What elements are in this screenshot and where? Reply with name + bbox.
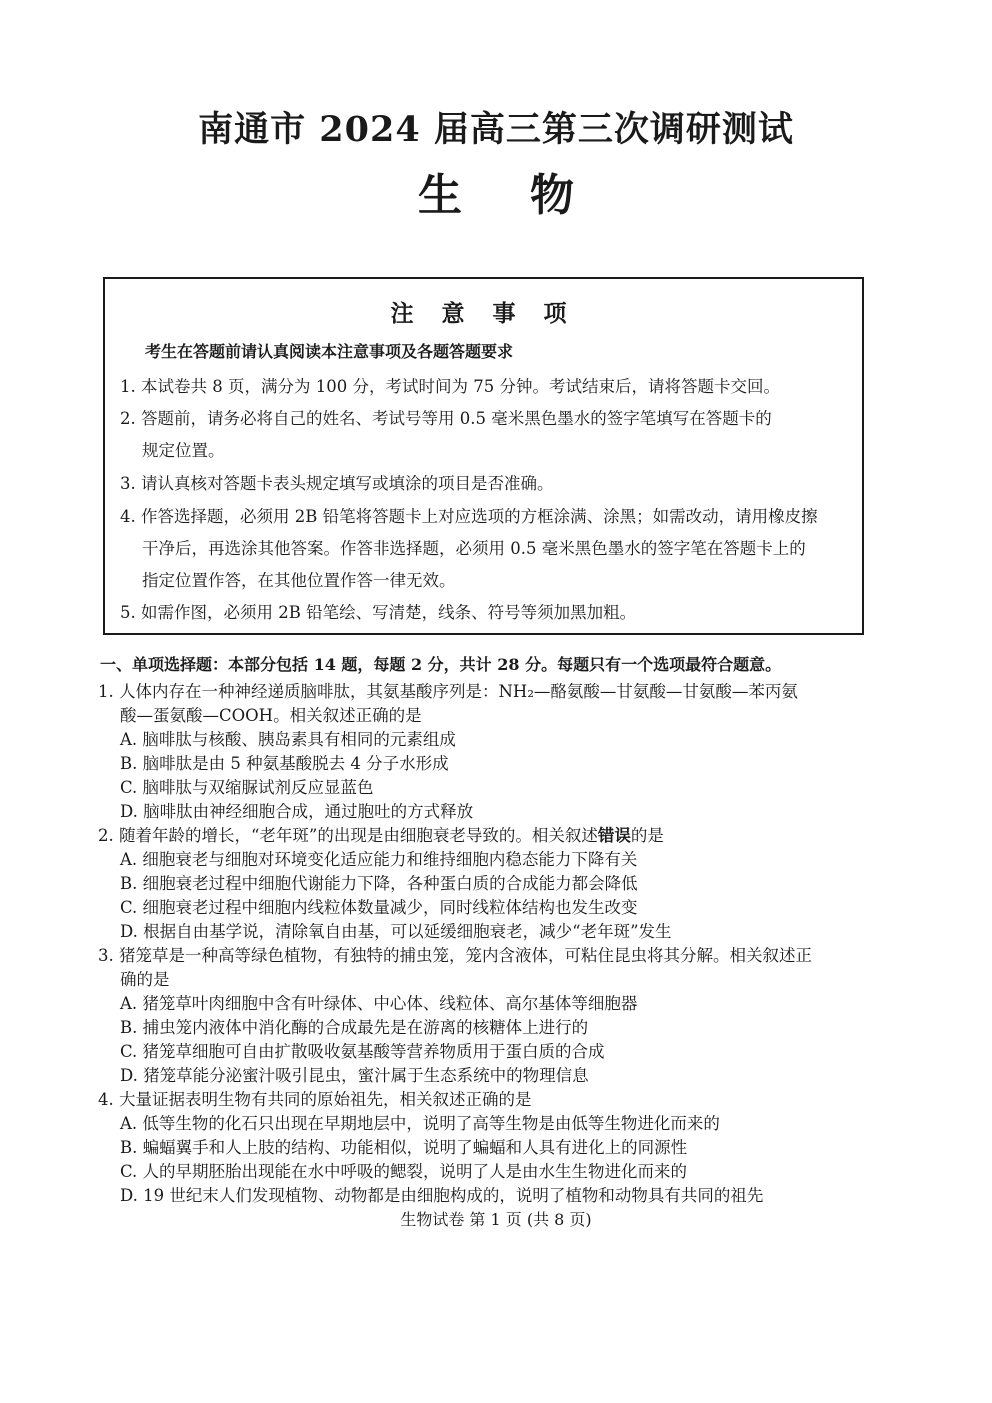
subject-char-1: 生 xyxy=(418,170,462,221)
question-2-emphasis: 错误 xyxy=(597,826,631,845)
question-4-option-a: A. 低等生物的化石只出现在早期地层中，说明了高等生物是由低等生物进化而来的 xyxy=(120,1114,720,1133)
notice-line: 4. 作答选择题，必须用 2B 铅笔将答题卡上对应选项的方框涂满、涂黑；如需改动，请用橡皮擦 xyxy=(120,507,818,526)
question-2-option-a: A. 细胞衰老与细胞对环境变化适应能力和维持细胞内稳态能力下降有关 xyxy=(120,850,638,869)
notice-line: 指定位置作答，在其他位置作答一律无效。 xyxy=(142,571,456,590)
question-2-option-c: C. 细胞衰老过程中细胞内线粒体数量减少，同时线粒体结构也发生改变 xyxy=(120,898,638,917)
exam-title: 南通市 2024 届高三第三次调研测试 xyxy=(198,109,794,150)
notice-line: 规定位置。 xyxy=(142,441,225,460)
question-3-option-a: A. 猪笼草叶肉细胞中含有叶绿体、中心体、线粒体、高尔基体等细胞器 xyxy=(120,994,638,1013)
notice-line: 2. 答题前，请务必将自己的姓名、考试号等用 0.5 毫米黑色墨水的签字笔填写在答题卡的 xyxy=(120,409,772,428)
question-4-option-d: D. 19 世纪末人们发现植物、动物都是由细胞构成的，说明了植物和动物具有共同的祖先 xyxy=(120,1186,764,1205)
question-4-option-c: C. 人的早期胚胎出现能在水中呼吸的鳃裂，说明了人是由水生生物进化而来的 xyxy=(120,1162,688,1181)
question-1-option-b: B. 脑啡肽是由 5 种氨基酸脱去 4 分子水形成 xyxy=(120,754,449,773)
question-4-option-b: B. 蝙蝠翼手和人上肢的结构、功能相似，说明了蝙蝠和人具有进化上的同源性 xyxy=(120,1138,688,1157)
question-2-option-d: D. 根据自由基学说，清除氧自由基，可以延缓细胞衰老，减少“老年斑”发生 xyxy=(120,922,672,941)
page-footer: 生物试卷 第 1 页 (共 8 页) xyxy=(400,1210,592,1229)
question-2-stem-pre: 2. 随着年龄的增长，“老年斑”的出现是由细胞衰老导致的。相关叙述 xyxy=(98,826,598,845)
question-1-stem: 1. 人体内存在一种神经递质脑啡肽，其氨基酸序列是：NH₂—酪氨酸—甘氨酸—甘氨酸—苯丙氨 xyxy=(98,682,798,701)
subject-char-2: 物 xyxy=(530,170,574,221)
question-3-option-c: C. 猪笼草细胞可自由扩散吸收氨基酸等营养物质用于蛋白质的合成 xyxy=(120,1042,605,1061)
question-1-option-c: C. 脑啡肽与双缩脲试剂反应显蓝色 xyxy=(120,778,374,797)
question-2-option-b: B. 细胞衰老过程中细胞代谢能力下降，各种蛋白质的合成能力都会降低 xyxy=(120,874,638,893)
question-3-stem: 3. 猪笼草是一种高等绿色植物，有独特的捕虫笼，笼内含液体，可粘住昆虫将其分解。相关叙述正 xyxy=(98,946,812,965)
notice-heading: 注 意 事 项 xyxy=(390,300,577,327)
notice-line: 5. 如需作图，必须用 2B 铅笔绘、写清楚，线条、符号等须加黑加粗。 xyxy=(120,603,637,622)
section-heading: 一、单项选择题：本部分包括 14 题，每题 2 分，共计 28 分。每题只有一个选项最符合题意。 xyxy=(100,655,782,674)
question-3-option-d: D. 猪笼草能分泌蜜汁吸引昆虫，蜜汁属于生态系统中的物理信息 xyxy=(120,1066,589,1085)
question-1-option-a: A. 脑啡肽与核酸、胰岛素具有相同的元素组成 xyxy=(120,730,456,749)
notice-line: 3. 请认真核对答题卡表头规定填写或填涂的项目是否准确。 xyxy=(120,474,554,493)
question-1-stem-cont: 酸—蛋氨酸—COOH。相关叙述正确的是 xyxy=(120,706,422,725)
question-2-stem xyxy=(98,822,664,846)
notice-line: 1. 本试卷共 8 页，满分为 100 分，考试时间为 75 分钟。考试结束后，请将答题卡交回。 xyxy=(120,377,780,396)
notice-intro: 考生在答题前请认真阅读本注意事项及各题答题要求 xyxy=(145,342,514,361)
question-3-stem-cont: 确的是 xyxy=(120,970,170,989)
question-1-option-d: D. 脑啡肽由神经细胞合成，通过胞吐的方式释放 xyxy=(120,802,474,821)
question-2-stem-post: 的是 xyxy=(630,826,664,845)
question-3-option-b: B. 捕虫笼内液体中消化酶的合成最先是在游离的核糖体上进行的 xyxy=(120,1018,589,1037)
notice-line: 干净后，再选涂其他答案。作答非选择题，必须用 0.5 毫米黑色墨水的签字笔在答题卡上的 xyxy=(142,539,806,558)
notice-box xyxy=(103,277,864,635)
question-4-stem: 4. 大量证据表明生物有共同的原始祖先，相关叙述正确的是 xyxy=(98,1090,532,1109)
subject-title xyxy=(0,170,992,222)
